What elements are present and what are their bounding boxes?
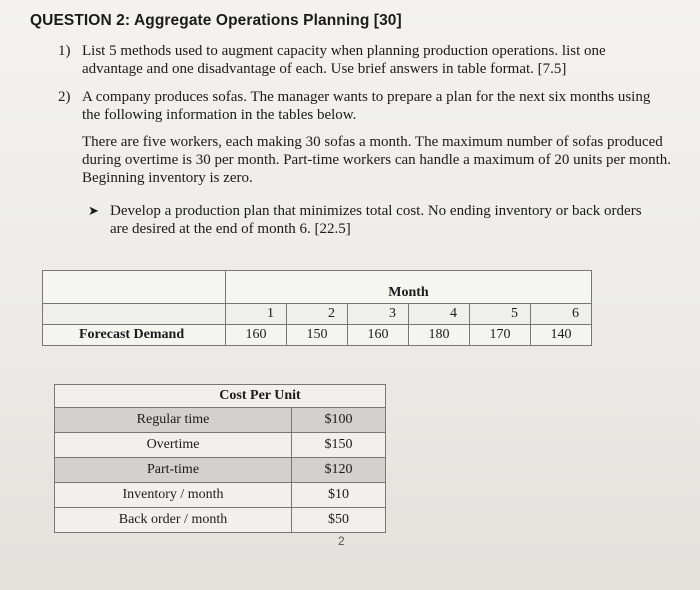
demand-cell: 180 — [409, 325, 470, 346]
empty-cell — [43, 271, 226, 304]
month-cell: 2 — [287, 304, 348, 325]
item-number: 2) — [58, 89, 71, 105]
month-cell: 6 — [531, 304, 592, 325]
cost-value: $10 — [292, 483, 386, 508]
cost-name: Inventory / month — [55, 483, 292, 508]
month-header: Month — [226, 271, 592, 304]
cost-value: $100 — [292, 408, 386, 433]
item-number: 1) — [58, 43, 71, 59]
question-item-1 — [58, 42, 668, 78]
item-text: A company produces sofas. The manager wants to prepare a plan for the next six months using the following information in the tables below. — [82, 89, 651, 123]
cost-name: Regular time — [55, 408, 292, 433]
demand-cell: 170 — [470, 325, 531, 346]
cost-table-header: Cost Per Unit — [55, 385, 386, 408]
demand-table — [42, 270, 592, 346]
demand-cell: 140 — [531, 325, 592, 346]
demand-cell: 160 — [348, 325, 409, 346]
problem-description: There are five workers, each making 30 sofas a month. The maximum number of sofas produced during overtime is 30 per month. Part-time workers can handle a maximum of 20 units per month. Beginning inventory is zero. — [82, 134, 672, 186]
forecast-row — [43, 325, 592, 346]
demand-cell: 150 — [287, 325, 348, 346]
cost-name: Back order / month — [55, 508, 292, 533]
cost-row — [55, 483, 386, 508]
month-cell: 4 — [409, 304, 470, 325]
cost-name: Overtime — [55, 433, 292, 458]
page-number: 2 — [338, 534, 345, 548]
month-cell: 3 — [348, 304, 409, 325]
empty-cell — [43, 304, 226, 325]
cost-value: $120 — [292, 458, 386, 483]
question-heading: QUESTION 2: Aggregate Operations Planning [30] — [30, 12, 402, 29]
task-text: Develop a production plan that minimizes total cost. No ending inventory or back orders are desired at the end of month 6. [22.5] — [110, 203, 642, 237]
item-text: List 5 methods used to augment capacity when planning production operations. list one advantage and one disadvantage of each. Use brief answers in table format. [7.5] — [82, 43, 606, 77]
cost-name: Part-time — [55, 458, 292, 483]
cost-row — [55, 508, 386, 533]
demand-cell: 160 — [226, 325, 287, 346]
month-cell: 5 — [470, 304, 531, 325]
cost-row — [55, 408, 386, 433]
forecast-label: Forecast Demand — [43, 325, 226, 346]
cost-value: $50 — [292, 508, 386, 533]
arrow-bullet-icon: ➤ — [88, 203, 99, 218]
month-row — [43, 304, 592, 325]
question-item-2 — [58, 88, 668, 124]
cost-row — [55, 458, 386, 483]
cost-table — [54, 384, 386, 533]
cost-row — [55, 433, 386, 458]
month-cell: 1 — [226, 304, 287, 325]
task-bullet — [88, 202, 658, 238]
cost-value: $150 — [292, 433, 386, 458]
